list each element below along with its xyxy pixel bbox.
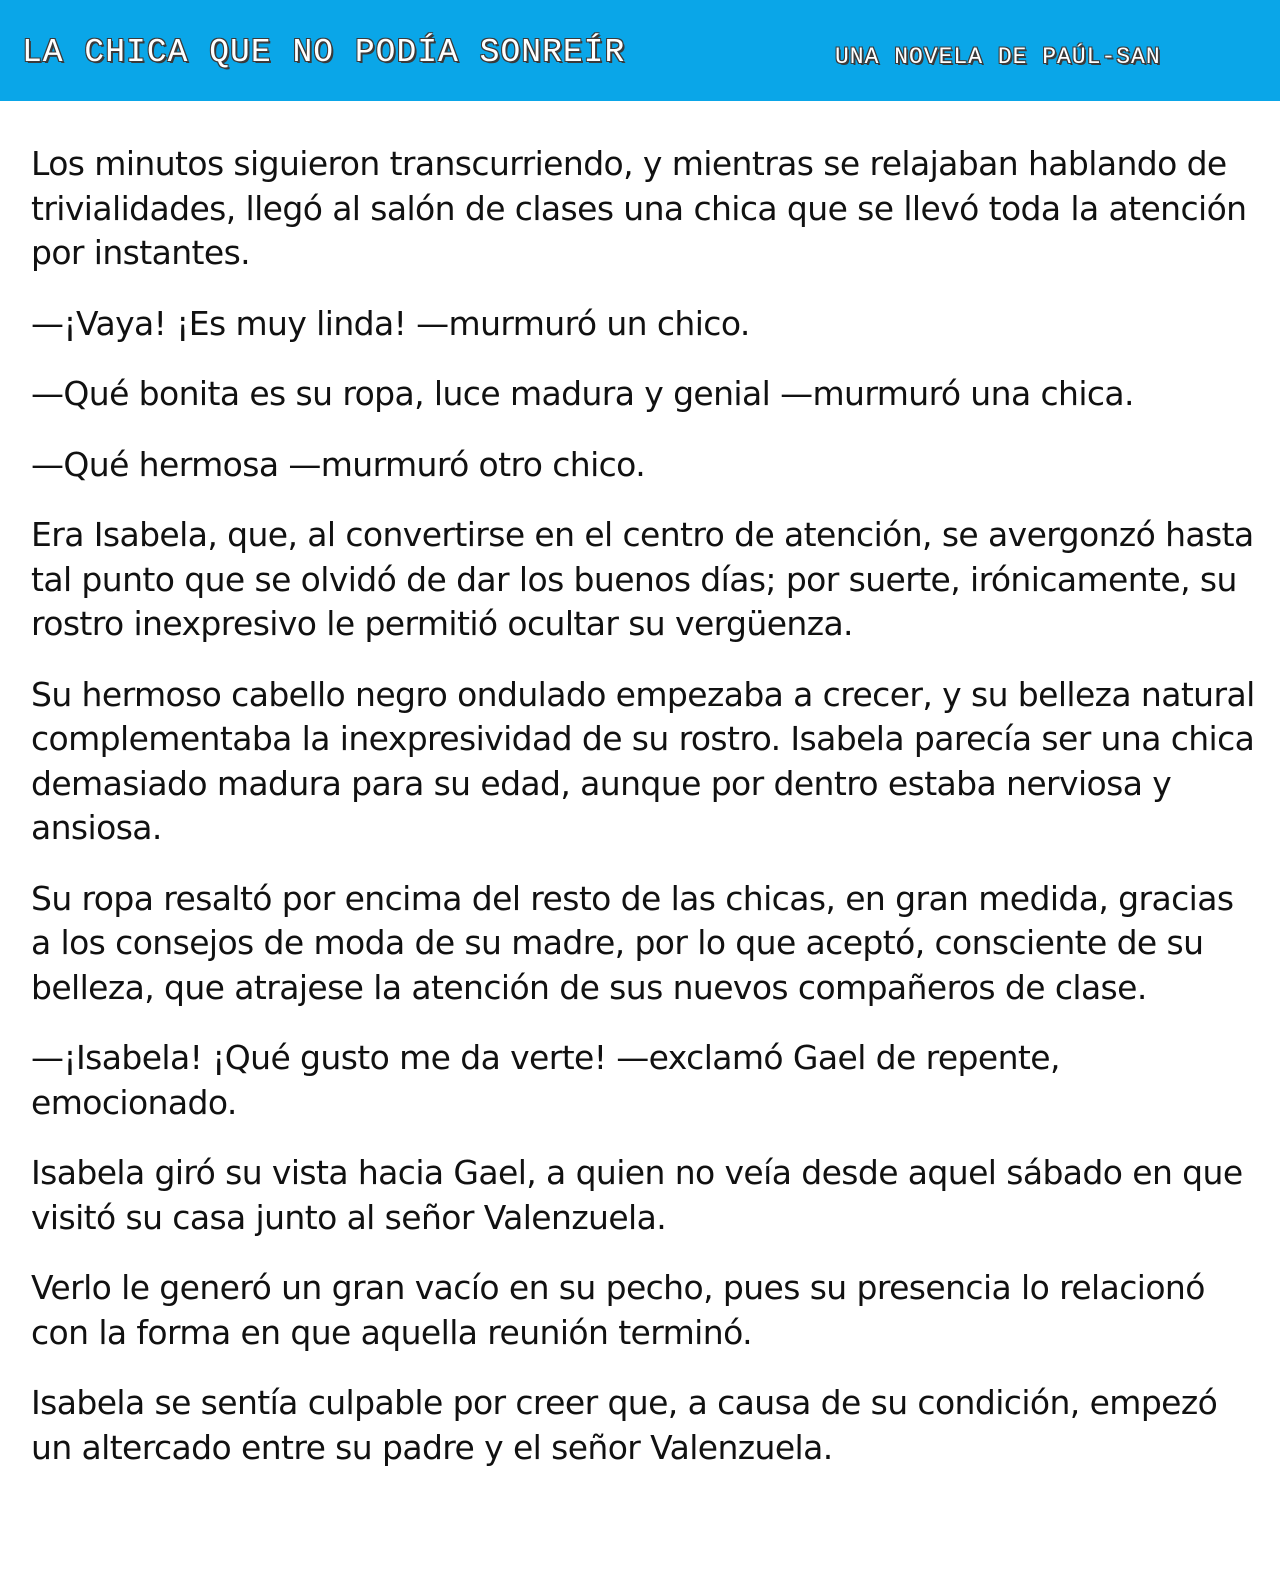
paragraph: Era Isabela, que, al convertirse en el centro de atención, se avergonzó hasta tal punto que se olvidó de dar los buenos días; por suerte, irónicamente, su rostro inexpresivo le permitió ocultar su vergüenza. — [31, 515, 1254, 643]
paragraph: Isabela se sentía culpable por creer que, a causa de su condición, empezó un altercado entre su padre y el señor Valenzuela. — [31, 1383, 1218, 1467]
book-title: LA CHICA QUE NO PODÍA SONREÍR — [22, 34, 626, 71]
header-bar — [0, 0, 1280, 101]
paragraph: —¡Vaya! ¡Es muy linda! —murmuró un chico. — [31, 303, 750, 343]
book-author: UNA NOVELA DE PAÚL-SAN — [835, 44, 1161, 70]
paragraph: Los minutos siguieron transcurriendo, y mientras se relajaban hablando de trivialidades, llegó al salón de clases una chica que se llevó toda la atención por instantes. — [31, 144, 1247, 272]
paragraph: —¡Isabela! ¡Qué gusto me da verte! —exclamó Gael de repente, emocionado. — [31, 1038, 1060, 1122]
paragraph: Verlo le generó un gran vacío en su pecho, pues su presencia lo relacionó con la forma en que aquella reunión terminó. — [31, 1268, 1205, 1352]
paragraph: —Qué bonita es su ropa, luce madura y genial —murmuró una chica. — [31, 374, 1134, 413]
paragraph: Su ropa resaltó por encima del resto de las chicas, en gran medida, gracias a los consejos de moda de su madre, por lo que aceptó, consciente de su belleza, que atrajese la atención de sus nuevos compañeros de clase. — [31, 878, 1234, 1007]
paragraph: Su hermoso cabello negro ondulado empezaba a crecer, y su belleza natural complementaba la inexpresividad de su rostro. Isabela parecía ser una chica demasiado madura para su edad, aunque por dentro estaba nerviosa y ansiosa. — [31, 674, 1255, 847]
paragraph: Isabela giró su vista hacia Gael, a quien no veía desde aquel sábado en que visitó su casa junto al señor Valenzuela. — [31, 1153, 1243, 1237]
paragraph: —Qué hermosa —murmuró otro chico. — [31, 444, 646, 484]
chapter-text — [31, 142, 1261, 1496]
